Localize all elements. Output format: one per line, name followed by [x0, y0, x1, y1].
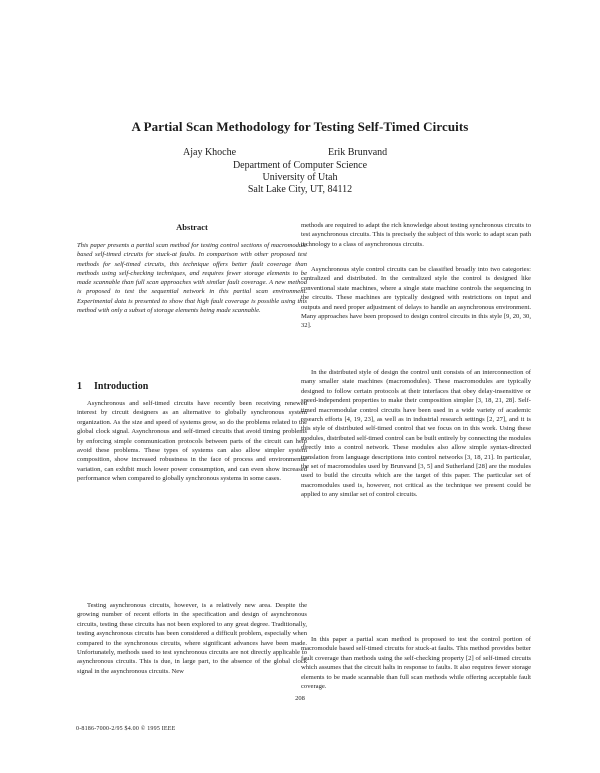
section-number: 1 [77, 381, 82, 392]
abstract-heading: Abstract [176, 222, 208, 232]
section-heading [77, 381, 307, 392]
author-name: Erik Brunvand [328, 147, 388, 158]
page-number: 208 [295, 695, 305, 702]
affiliation-address: Salt Lake City, UT, 84112 [247, 184, 353, 195]
abstract-text: This paper presents a partial scan method for testing control sections of macromodule based self-timed circuits for stuck-at faults. In comparison with other proposed test methods for self-timed circuits, this technique offers better fault coverage than methods using self-checking techniques, and requires fewer storage elements to be made scannable than full scan approaches with similar fault coverage. A new method is proposed to test the sequential network in this partial scan environment. Experimental data is presented to show that high fault coverage is possible using this method with only a subset of storage elements being made scannable. [77, 242, 307, 315]
author-list [0, 147, 600, 161]
body-paragraph: In this paper a partial scan method is proposed to test the control portion of macromodule based self-timed circuits for stuck-at faults. This method provides better fault coverage than methods using the self-checking property [2] of self-timed circuits which assumes that the circuit halts in response to faults. It also requires fewer storage elements to be made scannable than full scan methods while offering acceptable fault coverage. [301, 636, 531, 691]
body-paragraph: Testing asynchronous circuits, however, is a relatively new area. Despite the growing number of recent efforts in the specification and design of asynchronous circuits, testing these circuits has not been explored to any great degree. Traditionally, testing asynchronous circuits has been considered a difficult problem, especially when compared to the synchronous circuits, where significant advances have been made. Unfortunately, methods used to test synchronous circuits are not directly applicable to asynchronous circuits. This is due, in large part, to the absence of the global clock signal in the asynchronous circuits. New [77, 602, 307, 675]
affiliation-university: University of Utah [262, 172, 338, 183]
paper-title: A Partial Scan Methodology for Testing Self-Timed Circuits [131, 119, 469, 134]
section-title: Introduction [94, 381, 149, 392]
body-paragraph: methods are required to adapt the rich knowledge about testing synchronous circuits to test asynchronous circuits. This is precisely the subject of this work: to adapt scan path technology to a class of asynchronous circuits. [301, 222, 531, 248]
copyright-footer: 0-8186-7000-2/95 $4.00 © 1995 IEEE [76, 726, 176, 732]
body-paragraph: Asynchronous and self-timed circuits have recently been receiving renewed interest by circuit designers as an alternative to globally synchronous system organization. As the size and speed of systems grow, so do the problems related to the global clock signal. Asynchronous and self-timed circuits that avoid timing problems by enforcing simple communication protocols between parts of the circuit can help avoid these problems. These types of systems can also allow simpler system composition, show increased robustness in the face of process and environmental variation, can exhibit much lower power consumption, and can even show increased performance when compared to globally synchronous systems in some cases. [77, 400, 307, 483]
body-paragraph: In the distributed style of design the control unit consists of an interconnection of many smaller state machines (macromodules). These macromodules are typically designed to follow certain protocols at their interfaces that obey delay-insensitive or speed-independent properties to make their composition simpler [3, 18, 21, 28]. Self-timed macromodular control circuits have been used in a wide variety of academic research efforts [4, 19, 23], as well as in industrial research settings [2, 27], and it is this style of distributed self-timed control that we focus on in this work. Using these modules, distributed self-timed control can be built entirely by connecting the modules directly into a control network. These modules also allow simple syntax-directed translation from language descriptions into control networks [3, 18, 21]. In particular, the set of macromodules used by Brunvand [3, 5] and Sutherland [28] are the modules used to build the circuits which are the target of this paper. The particular set of macromodules used is, however, not critical as the technique we present could be applied to any similar set of control circuits. [301, 369, 531, 499]
body-paragraph: Asynchronous style control circuits can be classified broadly into two categories: centralized and distributed. In the centralized style the control is designed like conventional state machines, where a single state machine controls the sequencing in the circuits. These machines are typically designed with restrictions on input and outputs and need proper adjustment of delays to handle an asynchronous environment. Many approaches have been proposed to design control circuits in this style [9, 20, 30, 32]. [301, 266, 531, 330]
author-name: Ajay Khoche [183, 147, 237, 158]
affiliation-department: Department of Computer Science [232, 160, 368, 171]
